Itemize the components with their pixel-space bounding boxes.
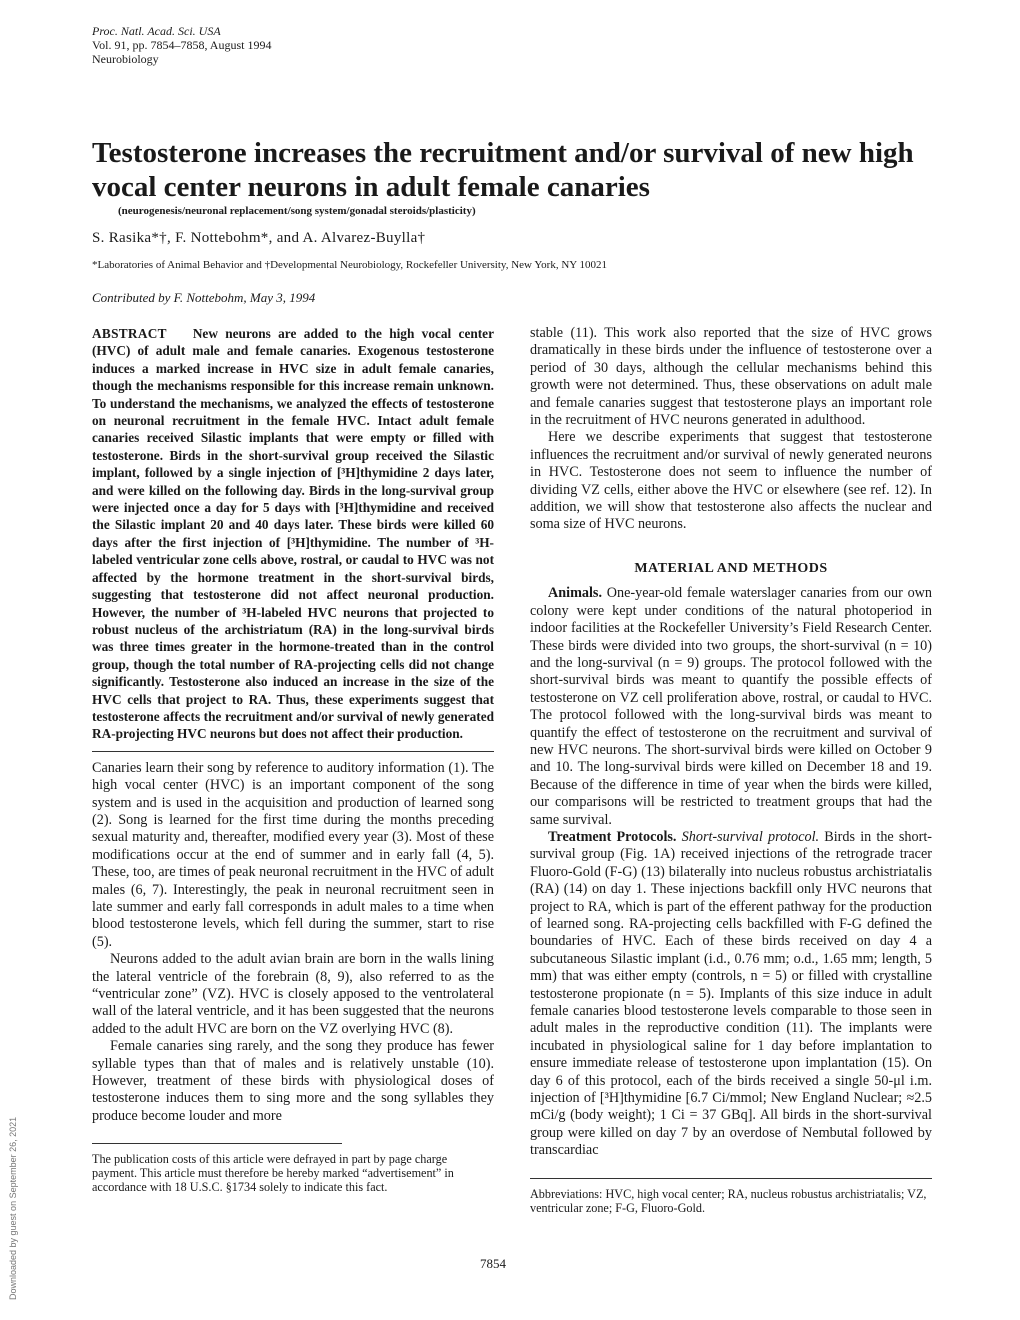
- contributed-by: Contributed by F. Nottebohm, May 3, 1994: [92, 290, 316, 305]
- methods-heading: MATERIAL AND METHODS: [634, 560, 828, 576]
- watermark-text: Downloaded by guest on September 26, 2021: [8, 1116, 18, 1300]
- journal-name: Proc. Natl. Acad. Sci. USA: [92, 24, 221, 38]
- abstract-text: New neurons are added to the high vocal center (HVC) of adult male and female canaries. Exogenous testosterone induces a marked increase in HVC size in adult female canaries, though the mechanisms responsible for this increase remain unknown. To understand the mechanisms, we analyzed the effects of testosterone on neuronal recruitment in the female HVC. Intact adult female canaries received Silastic implants that were empty or filled with testosterone. Birds in the short-survival group received the Silastic implant, followed by a single injection of [³H]thymidine 2 days later, and were killed on the following day. Birds in the long-survival group were injected once a day for 5 days with [³H]thymidine and received the Silastic implant 20 and 40 days later. These birds were killed 60 days after the first injection of [³H]thymidine. The number of ³H-labeled ventricular zone cells above, rostral, or caudal to HVC was not affected by the hormone treatment in the short-survival birds, suggesting that testosterone did not affect neuronal production. However, the number of ³H-labeled HVC neurons that projected to robust nucleus of the archistriatum (RA) in the long-survival birds was three times greater in the hormone-treated than in the control group, though the total number of RA-projecting cells did not change significantly. Testosterone also induced an increase in the size of the HVC cells that project to RA. Thus, these experiments suggest that testosterone affects the recruitment and/or survival of newly generated RA-projecting HVC neurons but does not affect their production.: [92, 326, 494, 742]
- keywords: (neurogenesis/neuronal replacement/song system/gonadal steroids/plasticity): [118, 205, 476, 217]
- intro-paragraph-1: Canaries learn their song by reference to auditory information (1). The high vocal center (HVC) is an important component of the song system and is used in the acquisition and production of learned song (2). Song is learned for the first time during the months preceding sexual maturity and, thereafter, modified every year (3). Most of these modifications occur at the end of summer and in early fall (4, 5). These, too, are times of peak neuronal recruitment in the HVC of adult males (6, 7). Interestingly, the peak in neuronal recruitment seen in late summer and early fall corresponds in adult males to a time when blood testosterone levels, which fell during the summer, start to rise (5).: [92, 759, 494, 950]
- footnote-divider-left: [92, 1143, 342, 1144]
- right-paragraph-1: stable (11). This work also reported that the size of HVC grows dramatically in these birds under the influence of testosterone over a period of 30 days, although the cellular mechanisms behind this growth were not determined. Thus, these observations on adult male and female canaries suggest that testosterone plays an important role in the recruitment of HVC neurons generated in adulthood.: [530, 325, 932, 429]
- treatment-label: Treatment Protocols.: [548, 828, 677, 845]
- volume-info: Vol. 91, pp. 7854–7858, August 1994: [92, 38, 272, 52]
- right-column: [530, 325, 932, 1215]
- footnote-divider-right: [530, 1178, 932, 1179]
- affiliations: *Laboratories of Animal Behavior and †Developmental Neurobiology, Rockefeller University, New York, NY 10021: [92, 259, 608, 271]
- abstract-divider: [92, 751, 494, 752]
- authors: S. Rasika*†, F. Nottebohm*, and A. Alvarez-Buylla†: [92, 230, 426, 246]
- intro-paragraph-2: Neurons added to the adult avian brain are born in the walls lining the lateral ventricle of the forebrain (8, 9), also referred to as the “ventricular zone” (VZ). HVC is closely apposed to the ventrolateral wall of the lateral ventricle, and it has been suggested that the neurons added to the adult HVC are born on the VZ overlying HVC (8).: [92, 951, 494, 1037]
- left-column: [92, 325, 494, 1194]
- footnote-left: The publication costs of this article were defrayed in part by page charge payment. This article must therefore be hereby marked “advertisement” in accordance with 18 U.S.C. §1734 solely to indicate this fact.: [92, 1152, 454, 1195]
- treatment-subhead: Short-survival protocol.: [681, 828, 820, 845]
- treatment-text: Birds in the short-survival group (Fig. 1A) received injections of the retrograde tracer Fluoro-Gold (F-G) (13) bilaterally into nucleus robustus archistriatalis (RA) (14) on day 1. These injections backfill only HVC neurons that project to RA, which is part of the efferent pathway for the production of learned song. RA-projecting cells backfilled with F-G defined the boundaries of HVC. Each of these birds received on day 4 a subcutaneous Silastic implant (i.d., 0.76 mm; o.d., 1.65 mm; length, 5 mm) that was either empty (controls, n = 5) or filled with crystalline testosterone propionate (n = 5). Implants of this size induce in adult female canaries blood testosterone levels comparable to those seen in adult males in the reproductive condition (11). The implants were incubated in physiological saline for 1 day before implantation to ensure immediate release of testosterone upon implantation (15). On day 6 of this protocol, each of the birds received a single 50-μl i.m. injection of [³H]thymidine [6.7 Ci/mmol; New England Nuclear; ≈2.5 mCi/g (body weight); 1 Ci = 37 GBq]. All birds in the short-survival group were killed on day 7 by an overdose of Nembutal followed by transcardiac: [530, 828, 932, 1159]
- article-title: Testosterone increases the recruitment and/or survival of new high vocal center neurons in adult female canaries: [92, 137, 914, 203]
- animals-label: Animals.: [548, 585, 602, 602]
- abstract: [92, 325, 494, 743]
- download-watermark: [8, 1100, 22, 1320]
- intro-paragraph-3: Female canaries sing rarely, and the song they produce has fewer syllable types than that of males and is relatively unstable (10). However, treatment of these birds with physiological doses of testosterone induces them to sing more and the song syllables they produce become louder and more: [92, 1038, 494, 1124]
- animals-text: One-year-old female waterslager canaries from our own colony were kept under conditions of the natural photoperiod in indoor facilities at the Rockefeller University’s Field Research Center. These birds were divided into two groups, the short-survival (n = 10) and the long-survival (n = 9) groups. The protocol followed with the short-survival birds was meant to quantify the possible effects of testosterone on VZ cell proliferation above, rostral, or caudal to HVC. The protocol followed with the long-survival birds was meant to quantify the effect of testosterone on the recruitment and survival of new HVC neurons. The short-survival birds were killed on October 9 and 10. The long-survival birds were killed on December 18 and 19. Because of the difference in time of year when the birds were killed, our comparisons will be restricted to treatment groups that had the same survival.: [530, 585, 933, 828]
- treatment-paragraph: [530, 829, 932, 1160]
- section-name: Neurobiology: [92, 52, 159, 66]
- animals-paragraph: [530, 585, 932, 829]
- right-paragraph-2: Here we describe experiments that suggest that testosterone influences the recruitment and/or survival of newly generated neurons in HVC. Testosterone does not seem to influence the number of dividing VZ cells, either above the HVC or elsewhere (see ref. 12). In addition, we will show that testosterone also affects the nuclear and soma size of HVC neurons.: [530, 429, 932, 533]
- abstract-label: ABSTRACT: [92, 326, 167, 341]
- footnote-right: Abbreviations: HVC, high vocal center; RA, nucleus robustus archistriatalis; VZ, ventricular zone; F-G, Fluoro-Gold.: [530, 1186, 927, 1215]
- page-number: 7854: [480, 1256, 506, 1271]
- journal-header: [92, 24, 271, 66]
